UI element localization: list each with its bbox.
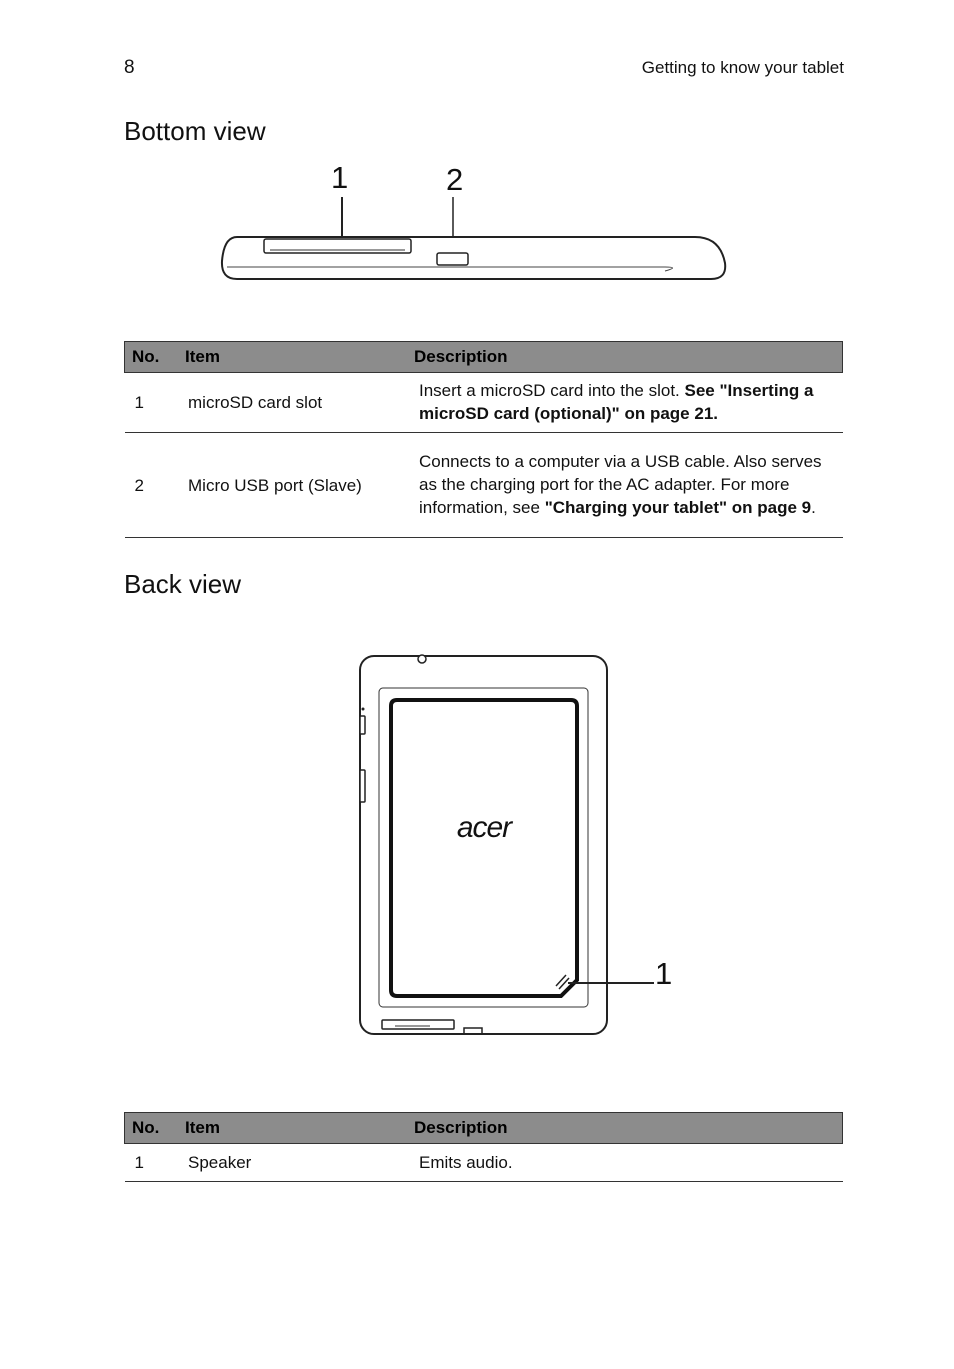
back-view-title: Back view [124, 569, 242, 599]
header-no: No. [125, 1113, 179, 1144]
row-description [407, 373, 843, 433]
row-item: Speaker [178, 1144, 407, 1182]
row-description [407, 433, 843, 538]
table-header-row [125, 342, 843, 373]
callout-1: 1 [331, 160, 349, 195]
description-text: Insert a microSD card into the slot. [419, 381, 685, 400]
table-row [125, 373, 843, 433]
acer-logo: acer [456, 811, 512, 844]
back-view-illustration [355, 650, 675, 1040]
back-view-table [124, 1112, 843, 1182]
bottom-view-table [124, 341, 843, 538]
callout-speaker: 1 [655, 956, 673, 991]
header-description: Description [407, 1113, 843, 1144]
row-item: Micro USB port (Slave) [178, 433, 407, 538]
table-row [125, 433, 843, 538]
table-row [125, 1144, 843, 1182]
header-no: No. [125, 342, 179, 373]
header-description: Description [407, 342, 843, 373]
row-no: 1 [125, 1144, 179, 1182]
bottom-view-illustration [215, 155, 735, 290]
page-number: 8 [124, 57, 135, 78]
bottom-view-title: Bottom view [124, 116, 266, 146]
description-text: Connects to a computer via a USB cable. Also serves as the charging port for the AC adapter. For more information, see [419, 452, 822, 517]
header-item: Item [178, 342, 407, 373]
row-no: 1 [125, 373, 179, 433]
cross-reference-link: See "Inserting a microSD card (optional)" on page 21. [419, 381, 814, 423]
cross-reference-link: "Charging your tablet" on page 9 [544, 498, 812, 517]
table-header-row [125, 1113, 843, 1144]
running-header: Getting to know your tablet [641, 58, 844, 77]
description-tail: . [811, 498, 816, 517]
row-no: 2 [125, 433, 179, 538]
row-description: Emits audio. [407, 1144, 843, 1182]
row-item: microSD card slot [178, 373, 407, 433]
header-item: Item [178, 1113, 407, 1144]
callout-2: 2 [446, 162, 464, 197]
